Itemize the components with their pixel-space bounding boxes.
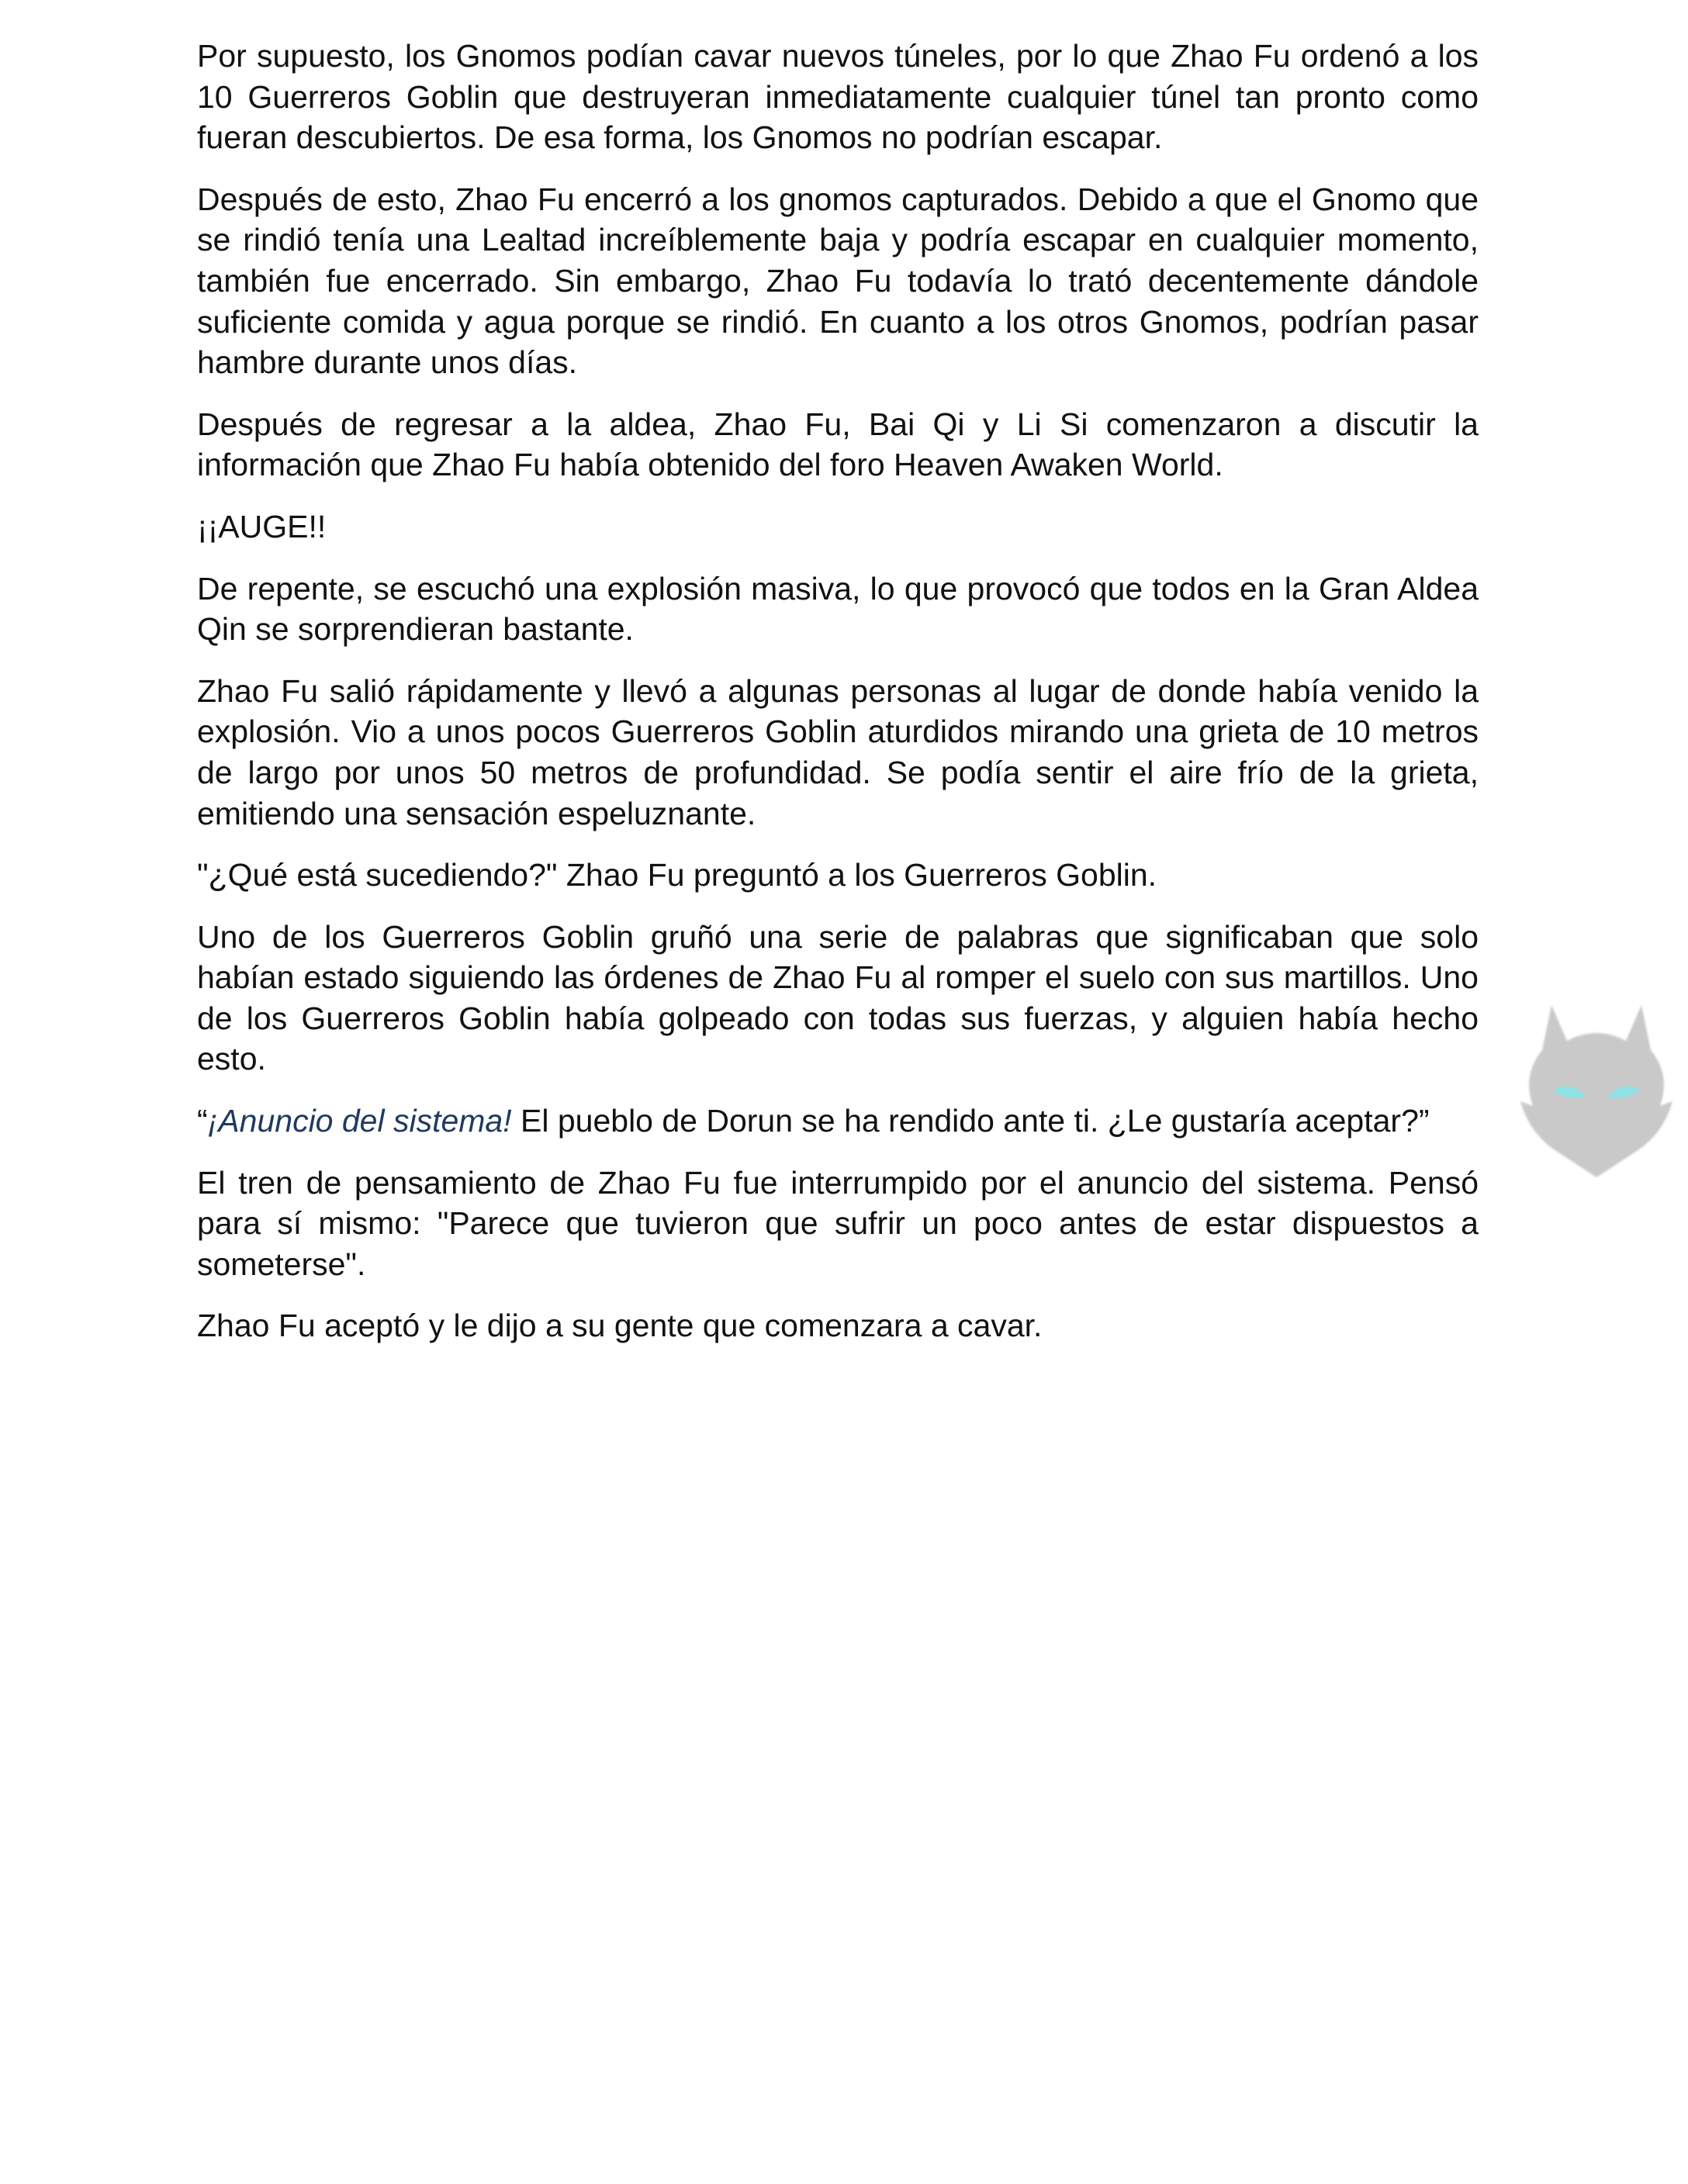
exclamation-paragraph: ¡¡AUGE!! (197, 508, 327, 544)
paragraph: Zhao Fu aceptó y le dijo a su gente que comenzara a cavar. (197, 1308, 1043, 1344)
dialogue-paragraph: "¿Qué está sucediendo?" Zhao Fu preguntó a los Guerreros Goblin. (197, 857, 1157, 893)
demon-head-icon (1519, 1004, 1674, 1179)
paragraph: De repente, se escuchó una explosión masiva, lo que provocó que todos en la Gran Aldea Qin se sorprendieran bastante. (197, 570, 1479, 648)
paragraph: El tren de pensamiento de Zhao Fu fue interrumpido por el anuncio del sistema. Pensó para sí mismo: "Parece que tuvieron que sufrir un poco antes de estar dispuestos a someterse". (197, 1164, 1479, 1282)
paragraph: Después de regresar a la aldea, Zhao Fu, Bai Qi y Li Si comenzaron a discutir la información que Zhao Fu había obtenido del foro Heaven Awaken World. (197, 406, 1479, 483)
paragraph: Uno de los Guerreros Goblin gruñó una serie de palabras que significaban que solo habían estado siguiendo las órdenes de Zhao Fu al romper el suelo con sus martillos. Uno de los Guerreros Goblin había golpeado con todas sus fuerzas, y alguien había hecho esto. (197, 918, 1479, 1077)
paragraph: Después de esto, Zhao Fu encerró a los gnomos capturados. Debido a que el Gnomo que se rindió tenía una Lealtad increíblemente baja y podría escapar en cualquier momento, también fue encerrado. Sin embargo, Zhao Fu todavía lo trató decentemente dándole suficiente comida y agua porque se rindió. En cuanto a los otros Gnomos, podrían pasar hambre durante unos días. (197, 181, 1479, 381)
paragraph: Por supuesto, los Gnomos podían cavar nuevos túneles, por lo que Zhao Fu ordenó a los 10 Guerreros Goblin que destruyeran inmediatamente cualquier túnel tan pronto como fueran descubiertos. De esa forma, los Gnomos no podrían escapar. (197, 38, 1479, 156)
system-announcement-text: El pueblo de Dorun se ha rendido ante ti. ¿Le gustaría aceptar?” (511, 1103, 1430, 1139)
system-announcement-paragraph (197, 1101, 1479, 1142)
document-body (197, 36, 1479, 1367)
open-quote: “ (197, 1103, 208, 1139)
paragraph: Zhao Fu salió rápidamente y llevó a algunas personas al lugar de donde había venido la explosión. Vio a unos pocos Guerreros Goblin aturdidos mirando una grieta de 10 metros de largo por unos 50 metros de profundidad. Se podía sentir el aire frío de la grieta, emitiendo una sensación espeluznante. (197, 672, 1479, 831)
system-announcement-emphasis: ¡Anuncio del sistema! (207, 1103, 512, 1139)
